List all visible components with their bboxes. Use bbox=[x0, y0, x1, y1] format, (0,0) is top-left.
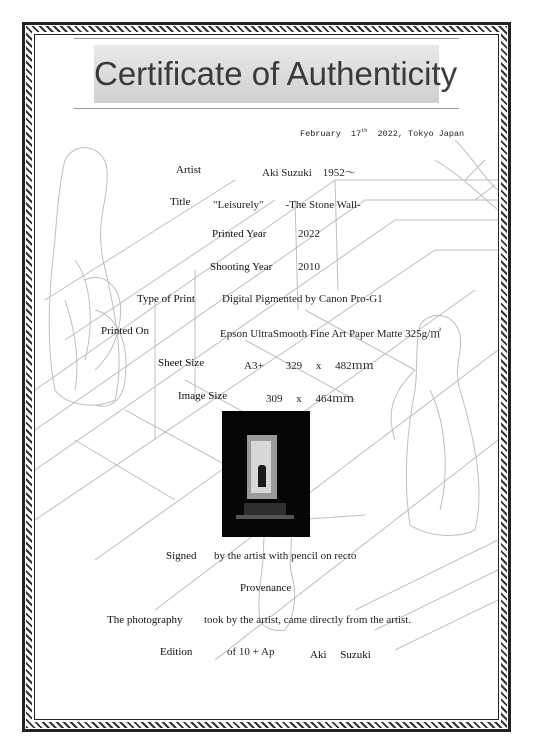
photo-floor bbox=[244, 503, 286, 515]
title-top-rule bbox=[74, 38, 459, 39]
artist-signature: Aki Suzuki bbox=[310, 649, 371, 661]
type-of-print-value: Digital Pigmented by Canon Pro-G1 bbox=[222, 293, 383, 305]
photo-step bbox=[236, 515, 294, 519]
artist-label: Artist bbox=[176, 164, 202, 176]
artwork-photo bbox=[222, 411, 310, 537]
image-size-label: Image Size bbox=[178, 390, 228, 402]
type-of-print-label: Type of Print bbox=[137, 293, 195, 305]
shooting-year-value: 2010 bbox=[298, 261, 320, 273]
title-label: Title bbox=[170, 196, 191, 208]
edition-label: Edition bbox=[160, 646, 193, 658]
title-bottom-rule bbox=[74, 108, 459, 109]
edition-value: of 10 + Ap bbox=[227, 646, 275, 658]
title-value: "Leisurely" -The Stone Wall- bbox=[213, 199, 361, 211]
photo-figure bbox=[258, 465, 266, 487]
photography-value: took by the artist, came directly from the artist. bbox=[204, 614, 412, 626]
certificate-title: Certificate of Authenticity bbox=[94, 55, 458, 92]
sheet-size-label: Sheet Size bbox=[158, 357, 205, 369]
printed-year-label: Printed Year bbox=[212, 228, 267, 240]
issue-date bbox=[300, 128, 465, 139]
date-month: February bbox=[300, 128, 341, 139]
date-suffix: th bbox=[361, 128, 368, 134]
image-size-value: 309 x 464ｍｍ bbox=[266, 393, 354, 405]
photography-label: The photography bbox=[107, 614, 183, 626]
printed-year-value: 2022 bbox=[298, 228, 320, 240]
sheet-size-value: A3+ 329 x 482ｍｍ bbox=[244, 360, 374, 372]
printed-on-value: Epson UltraSmooth Fine Art Paper Matte 325g/㎡ bbox=[220, 328, 442, 340]
shooting-year-label: Shooting Year bbox=[210, 261, 273, 273]
date-rest: 2022, Tokyo Japan bbox=[377, 128, 465, 139]
provenance-label: Provenance bbox=[240, 582, 292, 594]
artist-value: Aki Suzuki 1952〜 bbox=[262, 167, 356, 179]
signed-value: by the artist with pencil on recto bbox=[214, 550, 357, 562]
date-day: 17 bbox=[351, 128, 362, 139]
signed-label: Signed bbox=[166, 550, 197, 562]
printed-on-label: Printed On bbox=[101, 325, 149, 337]
